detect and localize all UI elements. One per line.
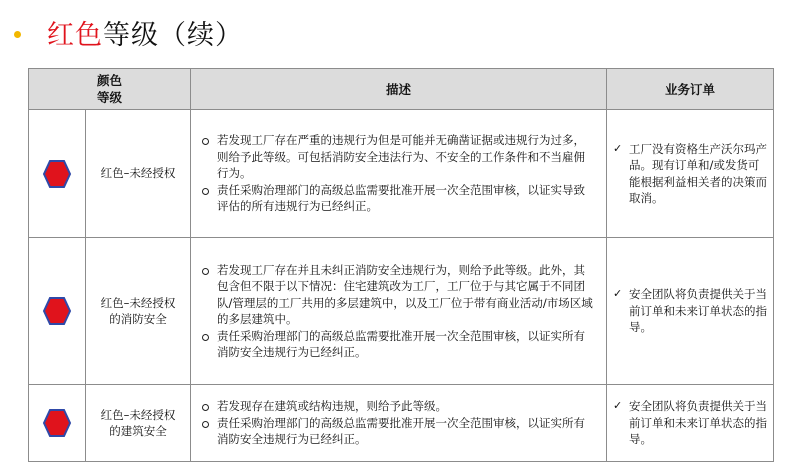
row-level-name-line: 红色–未经授权 — [100, 295, 176, 310]
row-level-name-line: 的建筑安全 — [109, 424, 167, 438]
table-row — [29, 385, 774, 462]
row-description — [191, 110, 607, 238]
header-level-line2: 等级 — [97, 90, 123, 105]
row-orders — [607, 238, 774, 385]
slide-title-rest: 等级（续） — [103, 19, 243, 51]
row-icon-cell — [29, 110, 86, 238]
header-level — [29, 69, 191, 110]
slide-title — [47, 13, 243, 52]
row-orders — [607, 385, 774, 462]
red-hexagon-icon — [42, 159, 72, 189]
description-item: 若发现工厂存在严重的违规行为但是可能并无确凿证据或违规行为过多，则给予此等级。可包括消防安全违法行为、不安全的工作条件和不当雇佣行为。 — [201, 132, 594, 182]
row-level-name-line: 的消防安全 — [109, 312, 167, 326]
table-row — [29, 238, 774, 385]
row-orders — [607, 110, 774, 238]
bullet-dot-icon — [14, 31, 21, 38]
row-icon-cell — [29, 238, 86, 385]
description-item: 责任采购治理部门的高级总监需要批准开展一次全范围审核，以证实所有消防安全违规行为已经纠正。 — [201, 415, 594, 448]
header-orders: 业务订单 — [607, 69, 774, 110]
red-hexagon-icon — [42, 408, 72, 438]
orders-item: ✓ 工厂没有资格生产沃尔玛产品。现有订单和/或发货可能根据利益相关者的决策而取消。 — [613, 141, 767, 207]
row-level-name-line: 红色–未经授权 — [100, 166, 176, 181]
description-item: 若发现存在建筑或结构违规，则给予此等级。 — [201, 398, 594, 415]
rating-table — [28, 68, 774, 462]
row-description — [191, 385, 607, 462]
orders-item: ✓ 安全团队将负责提供关于当前订单和未来订单状态的指导。 — [613, 286, 767, 336]
row-icon-cell — [29, 385, 86, 462]
slide-title-row — [14, 12, 243, 52]
slide-title-red: 红色 — [47, 19, 103, 51]
orders-item: ✓ 安全团队将负责提供关于当前订单和未来订单状态的指导。 — [613, 398, 767, 448]
row-level-name — [86, 110, 191, 238]
row-level-name — [86, 385, 191, 462]
description-item: 责任采购治理部门的高级总监需要批准开展一次全范围审核，以证实所有消防安全违规行为已经纠正。 — [201, 328, 594, 361]
header-description: 描述 — [191, 69, 607, 110]
table-row — [29, 110, 774, 238]
description-item: 若发现工厂存在并且未纠正消防安全违规行为，则给予此等级。此外，其包含但不限于以下情况：住宅建筑改为工厂，工厂位于与其它属于不同团队/管理层的工厂共用的多层建筑中，以及工厂位于带有商业活动/市场区域的多层建筑中。 — [201, 262, 594, 328]
description-item: 责任采购治理部门的高级总监需要批准开展一次全范围审核，以证实导致评估的所有违规行为已经纠正。 — [201, 182, 594, 215]
row-level-name — [86, 238, 191, 385]
red-hexagon-icon — [42, 296, 72, 326]
row-level-name-line: 红色–未经授权 — [100, 407, 176, 422]
table-header-row — [29, 69, 774, 110]
row-description — [191, 238, 607, 385]
header-level-line1: 颜色 — [97, 73, 123, 88]
